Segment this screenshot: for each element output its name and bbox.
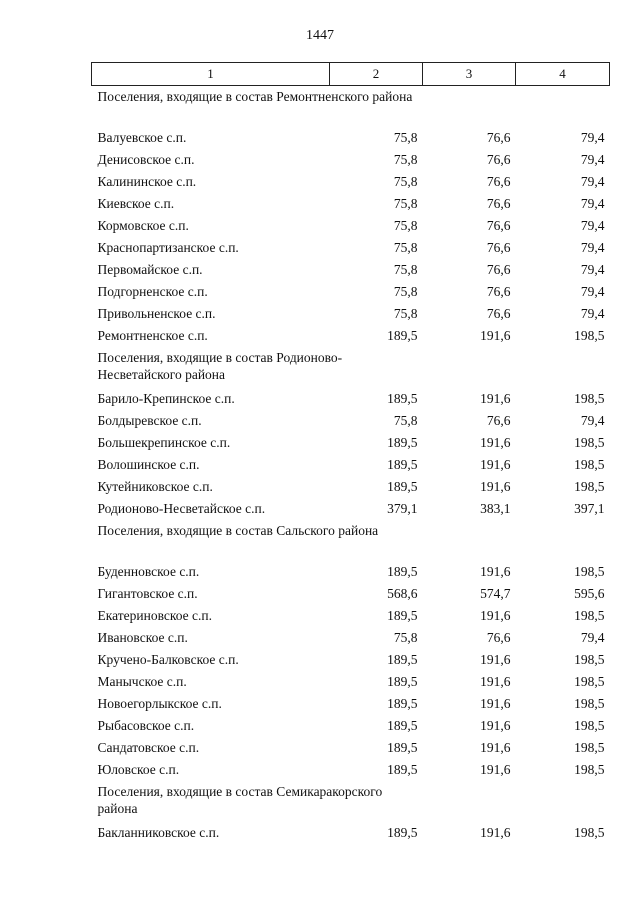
table-row: [92, 281, 610, 303]
value-col-2: 75,8: [393, 174, 418, 189]
value-col-2: 75,8: [393, 240, 418, 255]
value-col-4: 198,5: [574, 328, 605, 343]
settlement-name: Сандатовское с.п.: [97, 740, 200, 755]
settlement-name: Краснопартизанское с.п.: [97, 240, 239, 255]
settlement-name: Бакланниковское с.п.: [97, 825, 220, 840]
settlement-name: Денисовское с.п.: [97, 152, 195, 167]
value-col-4: 79,4: [580, 306, 605, 321]
value-col-3: 191,6: [480, 762, 511, 777]
value-col-2: 75,8: [393, 152, 418, 167]
settlement-name: Киевское с.п.: [97, 196, 175, 211]
settlement-name: Валуевское с.п.: [97, 130, 187, 145]
table-header-row: [92, 63, 610, 86]
empty-cell: [423, 520, 516, 561]
value-col-3: 191,6: [480, 674, 511, 689]
group-heading-row: [92, 347, 610, 388]
table-row: [92, 215, 610, 237]
value-col-3: 76,6: [486, 284, 511, 299]
value-col-4: 79,4: [580, 218, 605, 233]
table-body: [92, 86, 610, 845]
settlement-name: Большекрепинское с.п.: [97, 435, 231, 450]
value-col-2: 379,1: [387, 501, 418, 516]
value-col-2: 189,5: [387, 391, 418, 406]
settlement-name: Рыбасовское с.п.: [97, 718, 195, 733]
value-col-3: 191,6: [480, 718, 511, 733]
table-row: [92, 410, 610, 432]
settlement-name: Калининское с.п.: [97, 174, 197, 189]
value-col-3: 191,6: [480, 457, 511, 472]
table-row: [92, 627, 610, 649]
table-row: [92, 605, 610, 627]
table-row: [92, 583, 610, 605]
group-heading: Поселения, входящие в состав Семикаракорского района: [97, 784, 383, 816]
empty-cell: [516, 347, 610, 388]
value-col-3: 191,6: [480, 435, 511, 450]
settlement-name: Ремонтненское с.п.: [97, 328, 208, 343]
table-row: [92, 259, 610, 281]
value-col-4: 79,4: [580, 630, 605, 645]
value-col-2: 189,5: [387, 608, 418, 623]
value-col-3: 76,6: [486, 196, 511, 211]
settlement-name: Манычское с.п.: [97, 674, 187, 689]
table-row: [92, 561, 610, 583]
table-row: [92, 388, 610, 410]
value-col-4: 79,4: [580, 152, 605, 167]
value-col-2: 75,8: [393, 306, 418, 321]
value-col-4: 79,4: [580, 240, 605, 255]
settlement-name: Барило-Крепинское с.п.: [97, 391, 235, 406]
value-col-3: 76,6: [486, 218, 511, 233]
settlement-name: Кормовское с.п.: [97, 218, 189, 233]
value-col-2: 189,5: [387, 740, 418, 755]
value-col-4: 198,5: [574, 652, 605, 667]
value-col-3: 76,6: [486, 174, 511, 189]
value-col-2: 75,8: [393, 196, 418, 211]
value-col-2: 189,5: [387, 825, 418, 840]
value-col-2: 75,8: [393, 130, 418, 145]
settlement-name: Подгорненское с.п.: [97, 284, 208, 299]
value-col-3: 76,6: [486, 306, 511, 321]
group-heading-row: [92, 520, 610, 561]
page-number: 1447: [306, 28, 334, 43]
settlement-name: Волошинское с.п.: [97, 457, 200, 472]
value-col-3: 76,6: [486, 152, 511, 167]
value-col-4: 198,5: [574, 479, 605, 494]
value-col-3: 76,6: [486, 413, 511, 428]
table-row: [92, 649, 610, 671]
table-row: [92, 454, 610, 476]
value-col-3: 191,6: [480, 825, 511, 840]
table-row: [92, 237, 610, 259]
table-row: [92, 432, 610, 454]
value-col-2: 75,8: [393, 218, 418, 233]
group-heading: Поселения, входящие в состав Сальского района: [97, 523, 379, 538]
value-col-4: 79,4: [580, 262, 605, 277]
empty-cell: [516, 86, 610, 128]
settlement-name: Кручено-Балковское с.п.: [97, 652, 239, 667]
value-col-3: 191,6: [480, 652, 511, 667]
value-col-3: 191,6: [480, 479, 511, 494]
value-col-2: 189,5: [387, 696, 418, 711]
table-row: [92, 822, 610, 844]
data-table: [91, 62, 610, 844]
value-col-2: 189,5: [387, 652, 418, 667]
table-row: [92, 715, 610, 737]
value-col-2: 75,8: [393, 413, 418, 428]
table-row: [92, 671, 610, 693]
value-col-2: 189,5: [387, 479, 418, 494]
value-col-2: 189,5: [387, 564, 418, 579]
column-header-2: 2: [330, 63, 423, 86]
value-col-3: 383,1: [480, 501, 511, 516]
value-col-3: 191,6: [480, 740, 511, 755]
empty-cell: [423, 86, 516, 128]
value-col-2: 189,5: [387, 328, 418, 343]
value-col-4: 397,1: [574, 501, 605, 516]
table-row: [92, 737, 610, 759]
value-col-4: 198,5: [574, 391, 605, 406]
value-col-3: 191,6: [480, 391, 511, 406]
value-col-4: 198,5: [574, 825, 605, 840]
value-col-2: 75,8: [393, 630, 418, 645]
table-row: [92, 171, 610, 193]
value-col-3: 76,6: [486, 240, 511, 255]
table-row: [92, 193, 610, 215]
value-col-4: 79,4: [580, 413, 605, 428]
settlement-name: Новоегорлыкское с.п.: [97, 696, 222, 711]
value-col-2: 75,8: [393, 262, 418, 277]
value-col-2: 75,8: [393, 284, 418, 299]
settlement-name: Юловское с.п.: [97, 762, 180, 777]
empty-cell: [516, 520, 610, 561]
value-col-4: 198,5: [574, 718, 605, 733]
settlement-name: Екатериновское с.п.: [97, 608, 212, 623]
value-col-3: 76,6: [486, 262, 511, 277]
value-col-2: 189,5: [387, 674, 418, 689]
value-col-4: 79,4: [580, 130, 605, 145]
value-col-4: 198,5: [574, 696, 605, 711]
table-row: [92, 325, 610, 347]
value-col-3: 191,6: [480, 608, 511, 623]
settlement-name: Кутейниковское с.п.: [97, 479, 213, 494]
table-row: [92, 476, 610, 498]
value-col-2: 189,5: [387, 718, 418, 733]
column-header-1: 1: [92, 63, 330, 86]
column-header-4: 4: [516, 63, 610, 86]
value-col-2: 568,6: [387, 586, 418, 601]
value-col-4: 595,6: [574, 586, 605, 601]
table-row: [92, 498, 610, 520]
table-row: [92, 759, 610, 781]
group-heading: Поселения, входящие в состав Ремонтненского района: [97, 89, 413, 104]
value-col-4: 79,4: [580, 284, 605, 299]
value-col-3: 191,6: [480, 328, 511, 343]
value-col-2: 189,5: [387, 435, 418, 450]
settlement-name: Привольненское с.п.: [97, 306, 216, 321]
value-col-4: 79,4: [580, 174, 605, 189]
value-col-4: 198,5: [574, 762, 605, 777]
value-col-3: 191,6: [480, 564, 511, 579]
value-col-4: 198,5: [574, 740, 605, 755]
value-col-4: 198,5: [574, 608, 605, 623]
settlement-name: Родионово-Несветайское с.п.: [97, 501, 266, 516]
value-col-4: 198,5: [574, 564, 605, 579]
value-col-4: 198,5: [574, 457, 605, 472]
settlement-name: Первомайское с.п.: [97, 262, 203, 277]
value-col-2: 189,5: [387, 762, 418, 777]
empty-cell: [423, 347, 516, 388]
table-row: [92, 303, 610, 325]
table-row: [92, 127, 610, 149]
value-col-3: 191,6: [480, 696, 511, 711]
value-col-4: 79,4: [580, 196, 605, 211]
empty-cell: [423, 781, 516, 822]
value-col-3: 76,6: [486, 130, 511, 145]
value-col-4: 198,5: [574, 674, 605, 689]
value-col-3: 76,6: [486, 630, 511, 645]
table-row: [92, 149, 610, 171]
value-col-4: 198,5: [574, 435, 605, 450]
empty-cell: [516, 781, 610, 822]
column-header-3: 3: [423, 63, 516, 86]
value-col-2: 189,5: [387, 457, 418, 472]
settlement-name: Буденновское с.п.: [97, 564, 200, 579]
group-heading-row: [92, 781, 610, 822]
settlement-name: Ивановское с.п.: [97, 630, 188, 645]
settlement-name: Гигантовское с.п.: [97, 586, 198, 601]
value-col-3: 574,7: [480, 586, 511, 601]
group-heading: Поселения, входящие в состав Родионово-Несветайского района: [97, 350, 343, 382]
group-heading-row: [92, 86, 610, 128]
settlement-name: Болдыревское с.п.: [97, 413, 202, 428]
table-row: [92, 693, 610, 715]
